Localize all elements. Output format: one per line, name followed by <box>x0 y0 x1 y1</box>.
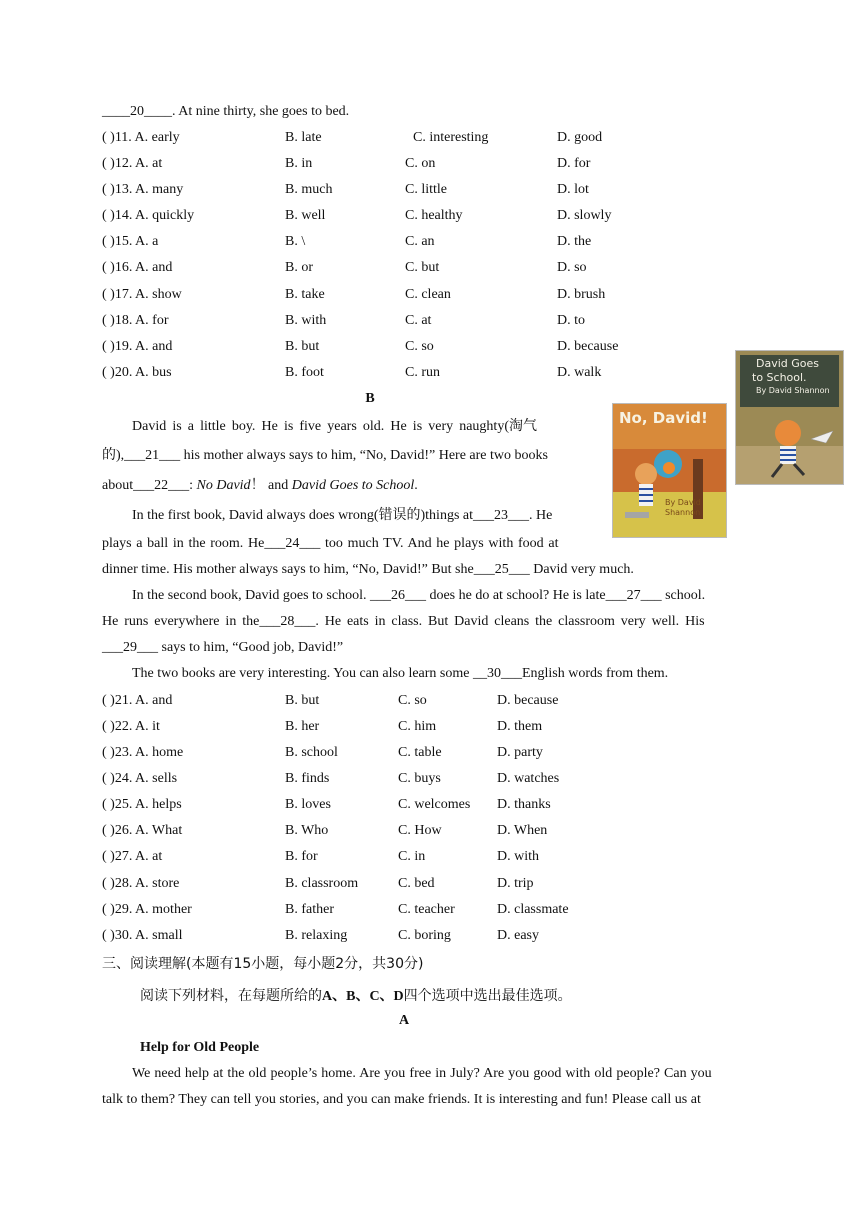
option-d: D. When <box>497 823 548 838</box>
intro-line: ____20____. At nine thirty, she goes to bed. <box>102 104 350 119</box>
option-d: D. walk <box>557 365 602 380</box>
option-b: B. or <box>285 260 313 275</box>
option-b: B. classroom <box>285 876 359 891</box>
option-b: B. her <box>285 719 320 734</box>
option-c: C. healthy <box>405 208 463 223</box>
question-stem: ( )20. A. bus <box>102 365 172 380</box>
no-david-cover <box>612 403 727 538</box>
passage-line <box>132 418 600 436</box>
book-title-no-david: No David <box>196 478 251 493</box>
option-d: D. lot <box>557 182 589 197</box>
option-c: C. on <box>405 156 436 171</box>
question-stem: ( )16. A. and <box>102 260 173 275</box>
option-c: C. little <box>405 182 447 197</box>
cover-author: By David Shannon <box>665 498 701 517</box>
question-stem: ( )18. A. for <box>102 313 169 328</box>
question-stem: ( )29. A. mother <box>102 902 192 917</box>
question-stem: ( )19. A. and <box>102 339 173 354</box>
option-b: B. for <box>285 849 318 864</box>
option-d: D. slowly <box>557 208 612 223</box>
option-b: B. in <box>285 156 313 171</box>
option-b: B. but <box>285 339 320 354</box>
option-b: B. foot <box>285 365 324 380</box>
instruction-text: 四个选项中选出最佳选项。 <box>403 988 572 1004</box>
option-b: B. relaxing <box>285 928 348 943</box>
option-c: C. at <box>405 313 432 328</box>
question-stem: ( )11. A. early <box>102 130 180 145</box>
passage-line: 的),___21___ his mother always says to him, “No, David!” Here are two books <box>102 448 548 463</box>
option-d: D. so <box>557 260 587 275</box>
option-d: D. easy <box>497 928 539 943</box>
passage-line: plays a ball in the room. He___24___ too much TV. And he plays with food at <box>102 536 559 551</box>
option-c: C. buys <box>398 771 441 786</box>
section-b-title: B <box>365 391 375 406</box>
option-d: D. because <box>497 693 559 708</box>
question-stem: ( )15. A. a <box>102 234 159 249</box>
option-c: C. an <box>405 234 435 249</box>
option-c: C. bed <box>398 876 435 891</box>
option-d: D. thanks <box>497 797 551 812</box>
option-b: B. \ <box>285 234 306 249</box>
passage-text: ！ and <box>250 478 292 493</box>
question-stem: ( )12. A. at <box>102 156 163 171</box>
option-d: D. the <box>557 234 592 249</box>
cover-title: No, David! <box>619 409 708 427</box>
instruction-text: 阅读下列材料，在每题所给的 <box>140 988 322 1004</box>
cover-title-line2: to School. <box>752 371 807 384</box>
question-stem: ( )25. A. helps <box>102 797 182 812</box>
passage-line: ___29___ says to him, “Good job, David!” <box>102 640 344 655</box>
question-stem: ( )27. A. at <box>102 849 163 864</box>
option-b: B. with <box>285 313 327 328</box>
option-d: D. because <box>557 339 619 354</box>
passage-line <box>102 477 418 495</box>
question-stem: ( )26. A. What <box>102 823 183 838</box>
option-d: D. party <box>497 745 543 760</box>
option-d: D. watches <box>497 771 560 786</box>
option-b: B. loves <box>285 797 331 812</box>
option-d: D. with <box>497 849 539 864</box>
option-c: C. teacher <box>398 902 455 917</box>
cover-author: By David Shannon <box>756 386 830 395</box>
question-stem: ( )14. A. quickly <box>102 208 195 223</box>
david-goes-to-school-cover <box>735 350 844 485</box>
option-d: D. good <box>557 130 603 145</box>
option-c: C. in <box>398 849 426 864</box>
option-b: B. late <box>285 130 322 145</box>
option-b: B. take <box>285 287 325 302</box>
passage-text: . <box>414 478 418 493</box>
option-c: C. but <box>405 260 440 275</box>
passage-text: David is a little boy. He is five years old. He is very naughty(淘气 <box>132 419 537 434</box>
option-b: B. father <box>285 902 334 917</box>
option-c: C. clean <box>405 287 451 302</box>
option-b: B. finds <box>285 771 330 786</box>
passage-line: We need help at the old people’s home. Are you free in July? Are you good with old people? Can you <box>132 1066 712 1081</box>
question-stem: ( )28. A. store <box>102 876 180 891</box>
option-c: C. interesting <box>413 130 489 145</box>
passage-a-letter: A <box>398 1013 410 1028</box>
cover-title-line1: David Goes <box>756 357 820 370</box>
option-c: C. so <box>398 693 427 708</box>
option-b: B. school <box>285 745 338 760</box>
passage-line: The two books are very interesting. You can also learn some __30___English words from them. <box>132 666 669 681</box>
option-d: D. to <box>557 313 585 328</box>
question-stem: ( )21. A. and <box>102 693 173 708</box>
option-d: D. them <box>497 719 543 734</box>
section-3-instruction <box>140 985 572 1005</box>
passage-a-title: Help for Old People <box>140 1040 260 1055</box>
question-stem: ( )22. A. it <box>102 719 160 734</box>
option-d: D. brush <box>557 287 606 302</box>
option-c: C. run <box>405 365 440 380</box>
passage-line: In the first book, David always does wrong(错误的)things at___23___. He <box>132 508 553 523</box>
question-stem: ( )13. A. many <box>102 182 184 197</box>
section-3-heading: 三、阅读理解(本题有15小题，每小题2分，共30分) <box>102 956 424 972</box>
passage-line: talk to them? They can tell you stories, and you can make friends. It is interesting and fun! Please call us at <box>102 1092 701 1107</box>
option-c: C. him <box>398 719 437 734</box>
option-d: D. trip <box>497 876 534 891</box>
question-stem: ( )17. A. show <box>102 287 182 302</box>
option-c: C. boring <box>398 928 451 943</box>
question-stem: ( )24. A. sells <box>102 771 178 786</box>
passage-line: He runs everywhere in the___28___. He eats in class. But David cleans the classroom very well. His <box>102 614 705 629</box>
book-title-david-goes-to-school: David Goes to School <box>291 478 415 493</box>
option-b: B. but <box>285 693 320 708</box>
option-b: B. well <box>285 208 326 223</box>
option-c: C. How <box>398 823 442 838</box>
option-c: C. so <box>405 339 434 354</box>
passage-line: dinner time. His mother always says to him, “No, David!” But she___25___ David very much. <box>102 562 634 577</box>
question-stem: ( )30. A. small <box>102 928 183 943</box>
option-c: C. table <box>398 745 442 760</box>
option-d: D. for <box>557 156 591 171</box>
passage-line: In the second book, David goes to school. ___26___ does he do at school? He is late___27___ school. <box>132 588 706 603</box>
option-d: D. classmate <box>497 902 569 917</box>
question-stem: ( )23. A. home <box>102 745 184 760</box>
instruction-options: A、B、C、D <box>322 989 404 1004</box>
option-c: C. welcomes <box>398 797 471 812</box>
option-b: B. Who <box>285 823 329 838</box>
option-b: B. much <box>285 182 333 197</box>
passage-text: about___22___: <box>102 478 197 493</box>
